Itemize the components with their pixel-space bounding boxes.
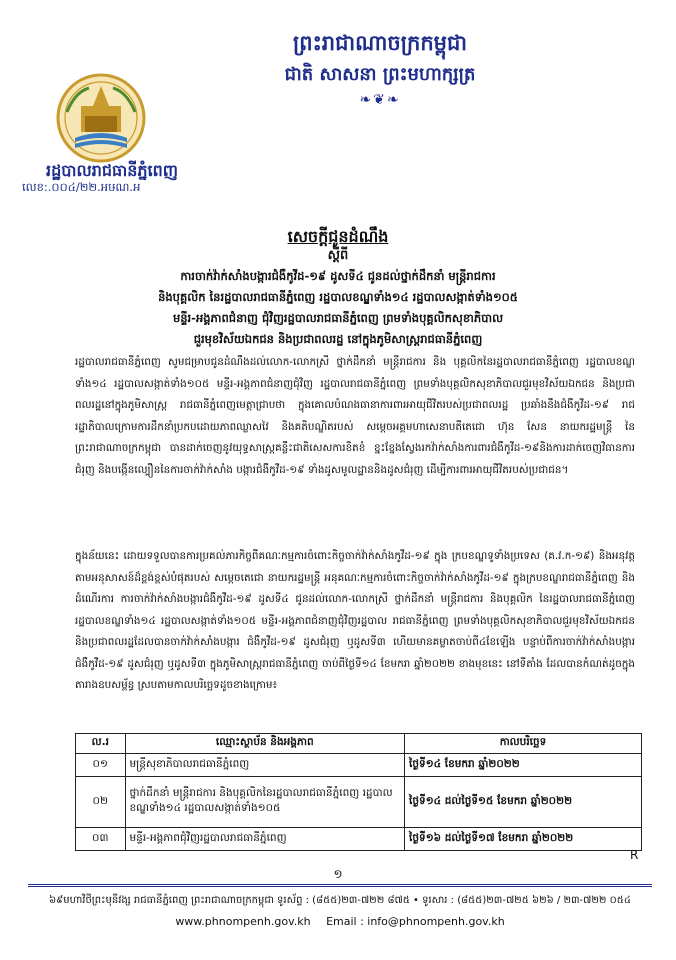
- row-name: ថ្នាក់ដឹកនាំ មន្ត្រីរាជការ និងបុគ្គលិកនៃរដ្ឋបាលរាជធានីភ្នំពេញ រដ្ឋបាលខណ្ឌទាំង១៤ រដ្ឋបាលសង្កាត់ទាំង១០៥: [125, 777, 405, 828]
- row-no: ០២: [76, 777, 126, 828]
- subject-line: និងបុគ្គលិក នៃរដ្ឋបាលរាជធានីភ្នំពេញ រដ្ឋបាលខណ្ឌទាំង១៤ រដ្ឋបាលសង្កាត់ទាំង១០៥: [158, 290, 518, 304]
- national-motto: ជាតិ សាសនា ព្រះមហាក្សត្រ: [284, 64, 476, 85]
- header-no: ល.រ: [76, 734, 126, 754]
- body-paragraph-2: ក្នុងន័យនេះ ដោយទទួលបានការប្រគល់ភារកិច្ចពីគណៈកម្មការចំពោះកិច្ចចាក់វ៉ាក់សាំងកូវីដ-១៩ ក្នុង ក្របខណ្ឌទូទាំងប្រទេស (គ.វ.ក-១៩) និងអនុវត្តតាមអនុសាសន៍ដ៏ខ្ពង់ខ្ពស់បំផុតរបស់ សម្តេចតេជោ នាយករដ្ឋមន្ត្រី អនុគណៈកម្មការចំពោះកិច្ចចាក់វ៉ាក់សាំងកូវីដ-១៩ ក្នុងក្របខណ្ឌរាជធានីភ្នំពេញ និង ដំណើរការ ការចាក់វ៉ាក់សាំងបង្ការជំងឺកូវីដ-១៩ ដូសទី៤ ជូនដល់លោក-លោកស្រី ថ្នាក់ដឹកនាំ មន្ត្រីរាជការ និងបុគ្គលិក នៃរដ្ឋបាលរាជធានីភ្នំពេញ រដ្ឋបាលខណ្ឌទាំង១៤ រដ្ឋបាលសង្កាត់ទាំង១០៥ មន្ទីរ-អង្គភាពជំនាញជុំវិញរដ្ឋបាល រាជធានីភ្នំពេញ ព្រមទាំងបុគ្គលិកសុខាភិបាលជួរមុខវិស័យឯកជន និងប្រជាពលរដ្ឋដែលបានចាក់វ៉ាក់សាំងបង្ការ ជំងឺកូវីដ-១៩ ដូសជំរុញ ឬដូសទី៣ ហើយមានគម្លាតចាប់ពី៤ខែឡើង បន្ទាប់ពីការចាក់វ៉ាក់សាំងបង្ការជំងឺកូវីដ-១៩ ដូសជំរុញ ឬដូសទី៣ ក្នុងភូមិសាស្ត្ររាជធានីភ្នំពេញ ចាប់ពីថ្ងៃទី១៤ ខែមករា ឆ្នាំ២០២២ ខាងមុខនេះ នៅទីតាំង ដែលបានកំណត់ដូចក្នុងតារាងឧបសម្ព័ន្ធ ស្របតាមកាលបរិច្ឆេទដូចខាងក្រោម៖: [75, 550, 635, 691]
- row-date: ថ្ងៃទី១៤ ដល់ថ្ងៃទី១៥ ខែមករា ឆ្នាំ២០២២: [405, 777, 642, 828]
- row-no: ០៣: [76, 828, 126, 851]
- kingdom-heading: ព្រះរាជាណាចក្រកម្ពុជា: [292, 30, 467, 55]
- table-header-row: [76, 734, 642, 754]
- header-date: កាលបរិច្ឆេទ: [405, 734, 642, 754]
- email-link[interactable]: Email : info@phnompenh.gov.kh: [326, 915, 505, 928]
- table-row: [76, 828, 642, 851]
- ornament-divider: ❧❦❧: [359, 92, 401, 108]
- website-link[interactable]: www.phnompenh.gov.kh: [175, 915, 311, 928]
- initial-mark: R: [630, 848, 639, 862]
- subject-line: ជួរមុខវិស័យឯកជន និងប្រជាពលរដ្ឋ នៅក្នុងភូមិសាស្ត្ររាជធានីភ្នំពេញ: [193, 332, 483, 346]
- reference-number: លេខ:.០០៤/២២.អឞណ.អ: [22, 180, 141, 194]
- row-date: ថ្ងៃទី១៦ ដល់ថ្ងៃទី១៧ ខែមករា ឆ្នាំ២០២២: [405, 828, 642, 851]
- footer-contacts: [20, 915, 660, 928]
- issuing-authority: រដ្ឋបាលរាជធានីភ្នំពេញ: [45, 161, 179, 180]
- document-title: សេចក្តីជូនដំណឹង: [287, 227, 389, 246]
- schedule-table: [75, 733, 642, 851]
- phnom-penh-seal-icon: [55, 72, 147, 164]
- header-name: ឈ្មោះស្ថាប័ន និងអង្គភាព: [125, 734, 405, 754]
- row-name: មន្ទីរ-អង្គភាពជុំវិញរដ្ឋបាលរាជធានីភ្នំពេញ: [125, 828, 405, 851]
- footer-divider: [28, 884, 652, 887]
- page-number: ១: [333, 867, 343, 881]
- row-name: មន្ត្រីសុខាភិបាលរាជធានីភ្នំពេញ: [125, 754, 405, 777]
- row-date: ថ្ងៃទី១៤ ខែមករា ឆ្នាំ២០២២: [405, 754, 642, 777]
- footer-address: ៦៩មហាវិថីព្រះមុនីវង្ស រាជធានីភ្នំពេញ ព្រះរាជាណាចក្រកម្ពុជា ទូរស័ព្ទ : (៨៥៥)២៣-៧២២ ៨៧៥ • ទូរសារ : (៨៥៥)២៣-៧២៥ ៦២៦ / ២៣-៧២២ ០៥៤: [49, 895, 631, 906]
- table-row: [76, 777, 642, 828]
- subject-block: [50, 266, 626, 350]
- regarding-label: ស្តីពី: [327, 248, 349, 263]
- subject-line: មន្ទីរ-អង្គភាពជំនាញ ជុំវិញរដ្ឋបាលរាជធានីភ្នំពេញ ព្រមទាំងបុគ្គលិកសុខាភិបាល: [172, 311, 504, 325]
- body-paragraph-1: រដ្ឋបាលរាជធានីភ្នំពេញ សូមជម្រាបជូនដំណឹងដល់លោក-លោកស្រី ថ្នាក់ដឹកនាំ មន្ត្រីរាជការ និង បុគ្គលិកនៃរដ្ឋបាលរាជធានីភ្នំពេញ រដ្ឋបាលខណ្ឌទាំង១៤ រដ្ឋបាលសង្កាត់ទាំង១០៥ មន្ទីរ-អង្គភាពជំនាញជុំវិញ រដ្ឋបាលរាជធានីភ្នំពេញ ព្រមទាំងបុគ្គលិកសុខាភិបាលជួរមុខវិស័យឯកជន និងប្រជាពលរដ្ឋនៅក្នុងភូមិសាស្ត្រ រាជធានីភ្នំពេញមេត្តាជ្រាបថា ក្នុងគោលបំណងធានាការពារអាយុជីវិតរបស់ប្រជាពលរដ្ឋ ប្រឆាំងនឹងជំងឺកូវីដ-១៩ រាជរដ្ឋាភិបាលក្រោមការដឹកនាំប្រកបដោយភាពឈ្លាសវៃ និងគតិបណ្ឌិតរបស់ សម្តេចអគ្គមហាសេនាបតីតេជោ ហ៊ុន សែន នាយករដ្ឋមន្ត្រី នៃព្រះរាជាណាចក្រកម្ពុជា បានដាក់ចេញនូវយុទ្ធសាស្ត្រគន្លឹះជាតិសេសការខិតខំ ខ្នះខ្នែងស្វែងរកវ៉ាក់សាំងការពារជំងឺកូវីដ-១៩និងការដាក់ចេញវិធានការជំរុញ និងបង្កើនល្បឿននៃការចាក់វ៉ាក់សាំង បង្ការជំងឺកូវីដ-១៩ ទាំងដូសមូលដ្ឋាននិងដូសជំរុញ ដើម្បីការពារអាយុជីវិតរបស់ប្រជាជន។: [75, 356, 635, 476]
- row-no: ០១: [76, 754, 126, 777]
- subject-line: ការចាក់វ៉ាក់សាំងបង្ការជំងឺកូវីដ-១៩ ដូសទី៤ ជូនដល់ថ្នាក់ដឹកនាំ មន្ត្រីរាជការ: [180, 269, 496, 283]
- table-row: [76, 754, 642, 777]
